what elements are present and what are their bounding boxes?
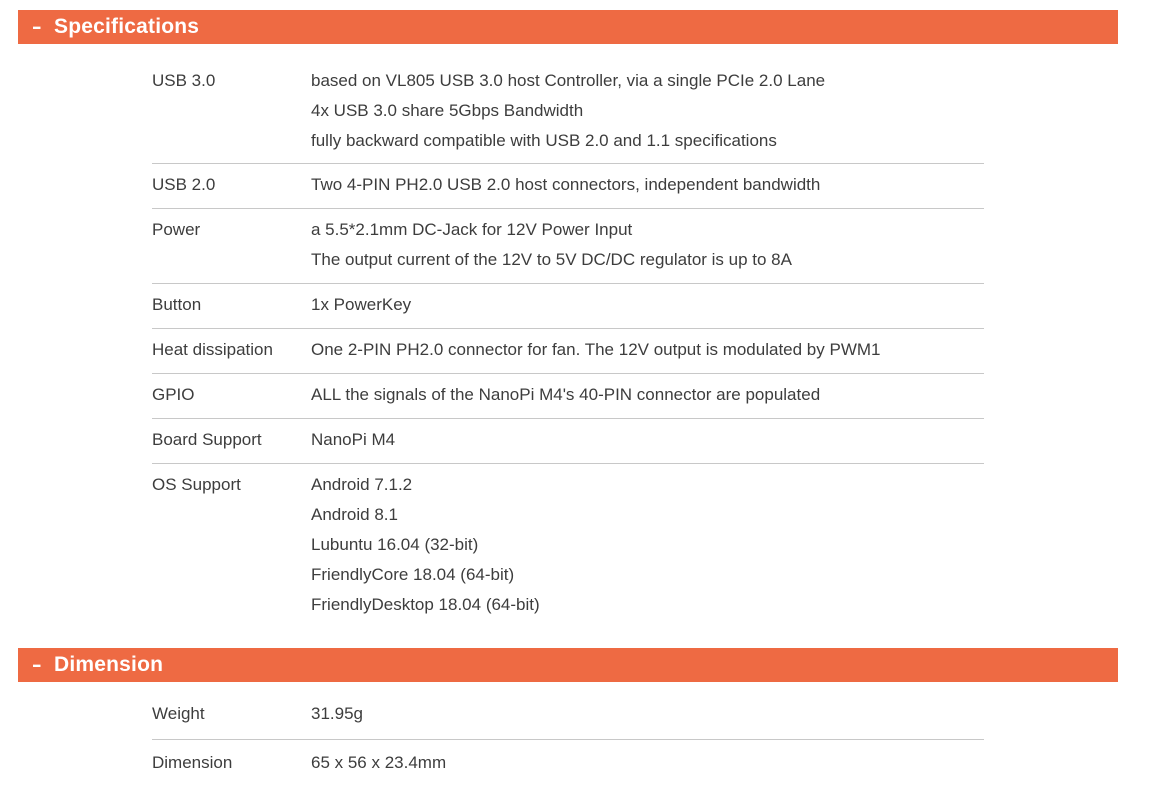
specifications-section-header[interactable] bbox=[18, 10, 1118, 44]
spec-value: fully backward compatible with USB 2.0 and 1.1 specifications bbox=[311, 131, 777, 150]
spec-row-os-support bbox=[152, 464, 984, 624]
spec-row-usb3 bbox=[152, 64, 984, 164]
spec-value: 65 x 56 x 23.4mm bbox=[311, 753, 447, 772]
spec-value: Android 8.1 bbox=[311, 505, 398, 524]
spec-label: Button bbox=[152, 295, 202, 314]
spec-label: Dimension bbox=[152, 753, 233, 772]
spec-row-gpio bbox=[152, 374, 984, 419]
spec-row-power bbox=[152, 209, 984, 284]
spec-label: USB 3.0 bbox=[152, 71, 216, 90]
spec-values bbox=[311, 290, 984, 321]
section-title: Dimension bbox=[54, 653, 164, 676]
spec-value: One 2-PIN PH2.0 connector for fan. The 12V output is modulated by PWM1 bbox=[311, 340, 881, 359]
spec-label: OS Support bbox=[152, 475, 241, 494]
spec-values bbox=[311, 335, 984, 366]
spec-values bbox=[311, 215, 984, 276]
spec-row-usb2 bbox=[152, 164, 984, 209]
spec-values bbox=[311, 470, 984, 617]
spec-value: FriendlyDesktop 18.04 (64-bit) bbox=[311, 595, 540, 614]
spec-value: 31.95g bbox=[311, 704, 363, 723]
collapse-toggle-icon[interactable]: – bbox=[32, 15, 42, 38]
spec-value: a 5.5*2.1mm DC-Jack for 12V Power Input bbox=[311, 220, 633, 239]
spec-row-dimension bbox=[152, 740, 984, 785]
spec-value: Android 7.1.2 bbox=[311, 475, 413, 494]
spec-label: Weight bbox=[152, 704, 205, 723]
spec-label: Heat dissipation bbox=[152, 340, 273, 359]
spec-label: Power bbox=[152, 220, 201, 239]
spec-values bbox=[311, 425, 984, 456]
spec-value: Lubuntu 16.04 (32-bit) bbox=[311, 535, 479, 554]
spec-values bbox=[311, 699, 984, 732]
spec-value: Two 4-PIN PH2.0 USB 2.0 host connectors, independent bandwidth bbox=[311, 175, 821, 194]
spec-label: GPIO bbox=[152, 385, 195, 404]
spec-row-heat-dissipation bbox=[152, 329, 984, 374]
dimension-section-header[interactable] bbox=[18, 648, 1118, 682]
spec-value: 1x PowerKey bbox=[311, 295, 412, 314]
spec-value: FriendlyCore 18.04 (64-bit) bbox=[311, 565, 515, 584]
spec-label: Board Support bbox=[152, 430, 262, 449]
spec-value: 4x USB 3.0 share 5Gbps Bandwidth bbox=[311, 101, 584, 120]
spec-label: USB 2.0 bbox=[152, 175, 216, 194]
spec-value: The output current of the 12V to 5V DC/DC regulator is up to 8A bbox=[311, 250, 792, 269]
spec-row-weight bbox=[152, 697, 984, 740]
spec-value: ALL the signals of the NanoPi M4's 40-PIN connector are populated bbox=[311, 385, 821, 404]
section-title: Specifications bbox=[54, 15, 200, 38]
spec-values bbox=[311, 380, 984, 411]
specifications-table bbox=[152, 64, 984, 624]
collapse-toggle-icon[interactable]: – bbox=[32, 653, 42, 676]
spec-row-button bbox=[152, 284, 984, 329]
spec-row-board-support bbox=[152, 419, 984, 464]
dimension-table bbox=[152, 697, 984, 785]
spec-value: based on VL805 USB 3.0 host Controller, via a single PCIe 2.0 Lane bbox=[311, 71, 826, 90]
spec-values bbox=[311, 748, 984, 778]
spec-values bbox=[311, 170, 984, 201]
spec-value: NanoPi M4 bbox=[311, 430, 396, 449]
spec-values bbox=[311, 66, 984, 156]
